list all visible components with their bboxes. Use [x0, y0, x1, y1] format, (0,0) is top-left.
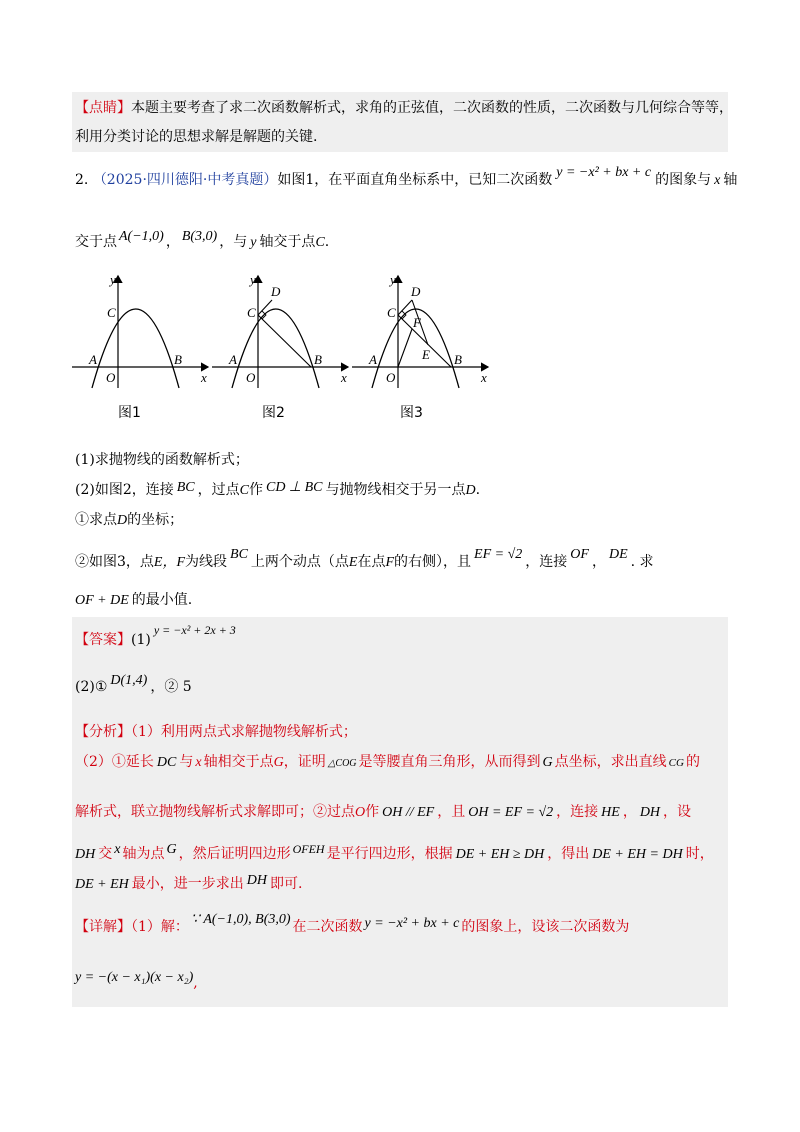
analysis-tag: 【分析】	[75, 724, 131, 740]
segment-cd	[398, 300, 412, 315]
figure-1-caption: 图1	[118, 405, 141, 421]
point-a: A(−1,0)	[119, 229, 164, 244]
figure-2-caption: 图2	[262, 405, 285, 421]
question-2: (2)如图2，连接 BC ，过点C作 CD ⊥ BC 与抛物线相交于另一点D.	[75, 480, 481, 498]
answer-line-2: (2)① D(1,4) ，② 5	[75, 673, 192, 695]
svg-text:E: E	[422, 347, 430, 362]
comment-line-1: 【点睛】本题主要考查了求二次函数解析式，求角的正弦值，二次函数的性质，二次函数与几何综合等等，	[75, 100, 733, 116]
svg-text:F: F	[413, 315, 421, 330]
figure-3-caption: 图3	[400, 405, 423, 421]
detail-tag: 【详解】	[75, 919, 131, 935]
problem-source: （2025·四川德阳·中考真题）	[92, 172, 278, 188]
answer-tag: 【答案】	[75, 632, 131, 648]
svg-text:B: B	[454, 352, 462, 367]
function-expression: y = −x² + bx + c	[556, 165, 652, 180]
comment-line-2: 利用分类讨论的思想求解是解题的关键.	[75, 129, 318, 145]
question-1: (1)求抛物线的函数解析式；	[75, 452, 249, 468]
question-2-ii: ②如图3，点E，F为线段 BC 上两个动点（点E在点F的右侧），且 EF = √2 ，连接 OF ， DE . 求	[75, 547, 654, 570]
analysis-line-3: 解析式，联立抛物线解析式求解即可；②过点O作 OH // EF ，且 OH = EF = √2 ，连接 HE ， DH ，设	[75, 804, 692, 820]
svg-text:O: O	[246, 370, 256, 385]
problem-number: 2.	[75, 172, 89, 188]
analysis-line-2: （2）①延长 DC 与 x 轴相交于点G，证明 △COG 是等腰直角三角形，从而得到 G 点坐标，求出直线 CG 的	[75, 754, 700, 770]
figure-3	[350, 270, 500, 390]
figure-1	[70, 270, 220, 390]
detail-line-1: 【详解】（1）解： ∵ A(−1,0), B(3,0) 在二次函数 y = −x² + bx + c 的图象上，设该二次函数为	[75, 912, 630, 935]
segment-of	[398, 329, 412, 367]
problem-line-1: 2. （2025·四川德阳·中考真题）如图1，在平面直角坐标系中，已知二次函数 y = −x² + bx + c 的图象与 x 轴	[75, 165, 738, 188]
svg-text:C: C	[247, 305, 256, 320]
analysis-line-4: DH 交 x 轴为点 G ，然后证明四边形 OFEH 是平行四边形，根据 DE + EH ≥ DH ，得出 DE + EH = DH 时，	[75, 842, 714, 862]
svg-text:C: C	[107, 305, 116, 320]
detail-line-2: y = −(x − x₁)(x − x₂),	[75, 970, 198, 991]
svg-text:A: A	[369, 352, 377, 367]
svg-text:D: D	[271, 284, 281, 299]
svg-text:x: x	[201, 370, 207, 385]
svg-text:A: A	[229, 352, 237, 367]
analysis-line-5: DE + EH 最小，进一步求出 DH 即可.	[75, 873, 303, 892]
figure-2	[210, 270, 360, 390]
svg-text:C: C	[387, 305, 396, 320]
point-b: B(3,0)	[181, 229, 218, 244]
svg-text:y: y	[390, 272, 396, 287]
svg-text:O: O	[386, 370, 396, 385]
problem-line-2: 交于点 A(−1,0) ， B(3,0) ，与 y 轴交于点C.	[75, 229, 330, 250]
comment-tag: 【点睛】	[75, 100, 131, 116]
svg-text:x: x	[481, 370, 487, 385]
svg-text:B: B	[174, 352, 182, 367]
answer-line-1: 【答案】(1)y = −x² + 2x + 3	[75, 623, 236, 648]
svg-text:x: x	[341, 370, 347, 385]
svg-text:A: A	[89, 352, 97, 367]
svg-text:y: y	[250, 272, 256, 287]
question-2-ii-cont: OF + DE 的最小值.	[75, 592, 193, 608]
svg-text:D: D	[411, 284, 421, 299]
segment-cd	[258, 300, 272, 315]
analysis-line-1: 【分析】（1）利用两点式求解抛物线解析式；	[75, 724, 357, 740]
svg-text:y: y	[110, 272, 116, 287]
svg-text:B: B	[314, 352, 322, 367]
svg-text:O: O	[106, 370, 116, 385]
question-2-i: ①求点D的坐标；	[75, 512, 184, 528]
